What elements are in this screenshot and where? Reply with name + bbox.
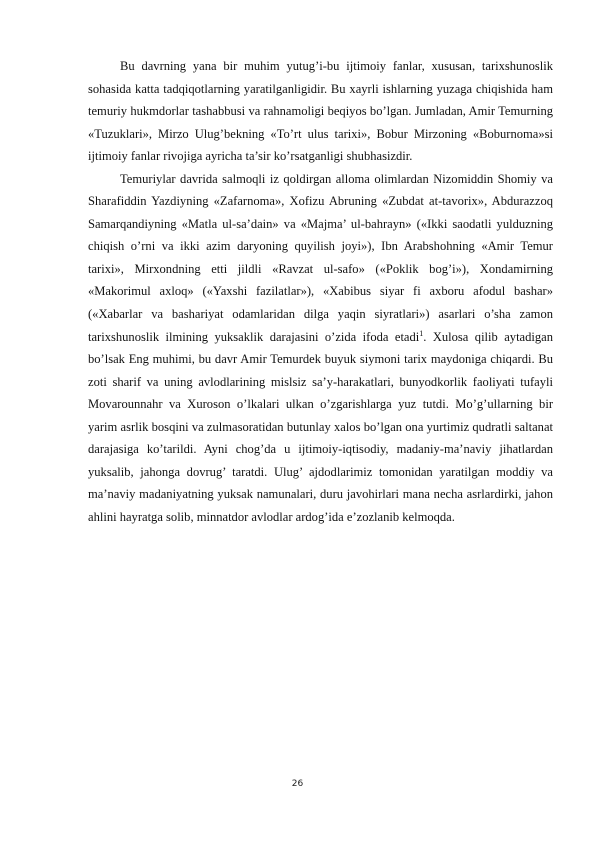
paragraph-2 — [88, 168, 553, 529]
paragraph-2-text-after: . Xulosa qilib aytadigan bo’lsak Eng muhimi, bu davr Amir Temurdek buyuk siymoni tarix maydoniga chiqardi. Bu zoti sharif va uning avlodlarining mislsiz sa’y-harakatlari, bunyodkorlik faoliyati tufayli Movarounnahr va Xuroson o’lkalari ulkan o’zgarishlarga yuz tutdi. Mo’g’ullarning bir yarim asrlik bosqini va zulmasoratidan butunlay xalos bo’lgan ona yurtimiz qudratli saltanat darajasiga ko’tarildi. Ayni chog’da u ijtimoiy-iqtisodiy, madaniy-ma’naviy jihatlardan yuksalib, jahonga dovrug’ taratdi. Ulug’ ajdodlarimiz tomonidan yaratilgan moddiy va ma’naviy madaniyatning yuksak namunalari, duru javohirlari mana necha asrlardirki, jahon ahlini hayratga solib, minnatdor avlodlar ardog’ida e’zozlanib kelmoqda. — [88, 329, 554, 524]
paragraph-1: Bu davrning yana bir muhim yutug’i-bu ijtimoiy fanlar, xususan, tarixshunoslik sohasida katta tadqiqotlarning yaratilganligidir. Bu xayrli ishlarning yuzaga chiqishida ham temuriy hukmdorlar tashabbusi va rahnamoligi beqiyos bo’lgan. Jumladan, Amir Temurning «Tuzuklari», Mirzo Ulug’bekning «To’rt ulus tarixi», Bobur Mirzoning «Boburnoma»si ijtimoiy fanlar rivojiga ayricha ta’sir ko’rsatganligi shubhasizdir. — [88, 59, 553, 164]
footnote-marker[interactable]: 1 — [419, 328, 424, 338]
body-text — [88, 55, 553, 528]
page-number: 26 — [291, 779, 304, 789]
paragraph-2-text-before: Temuriylar davrida salmoqli iz qoldirgan alloma olimlardan Nizomiddin Shomiy va Sharafiddin Yazdiyning «Zafarnoma», Xofizu Abruning «Zubdat at-tavorix», Abdurazzoq Samarqandiyning «Matla ul-sa’dain» va «Majma’ ul-bahrayn» («Ikki saodatli yulduzning chiqish o’rni va ikki azim daryoning quyilish joyi»), Ibn Arabshohning «Amir Temur tarixi», Mirxondning etti jildli «Ravzat ul-safo» («Poklik bog’i»), Xondamirning «Makorimul axloq» («Yaxshi fazilatlar»), «Xabibus siyar fi axboru afodul bashar» («Xabarlar va bashariyat odamlaridan dilga yaqin siyratlari») asarlari o’sha zamon tarixshunoslik ilmining yuksaklik darajasini o’zida ifoda etadi — [88, 171, 553, 344]
